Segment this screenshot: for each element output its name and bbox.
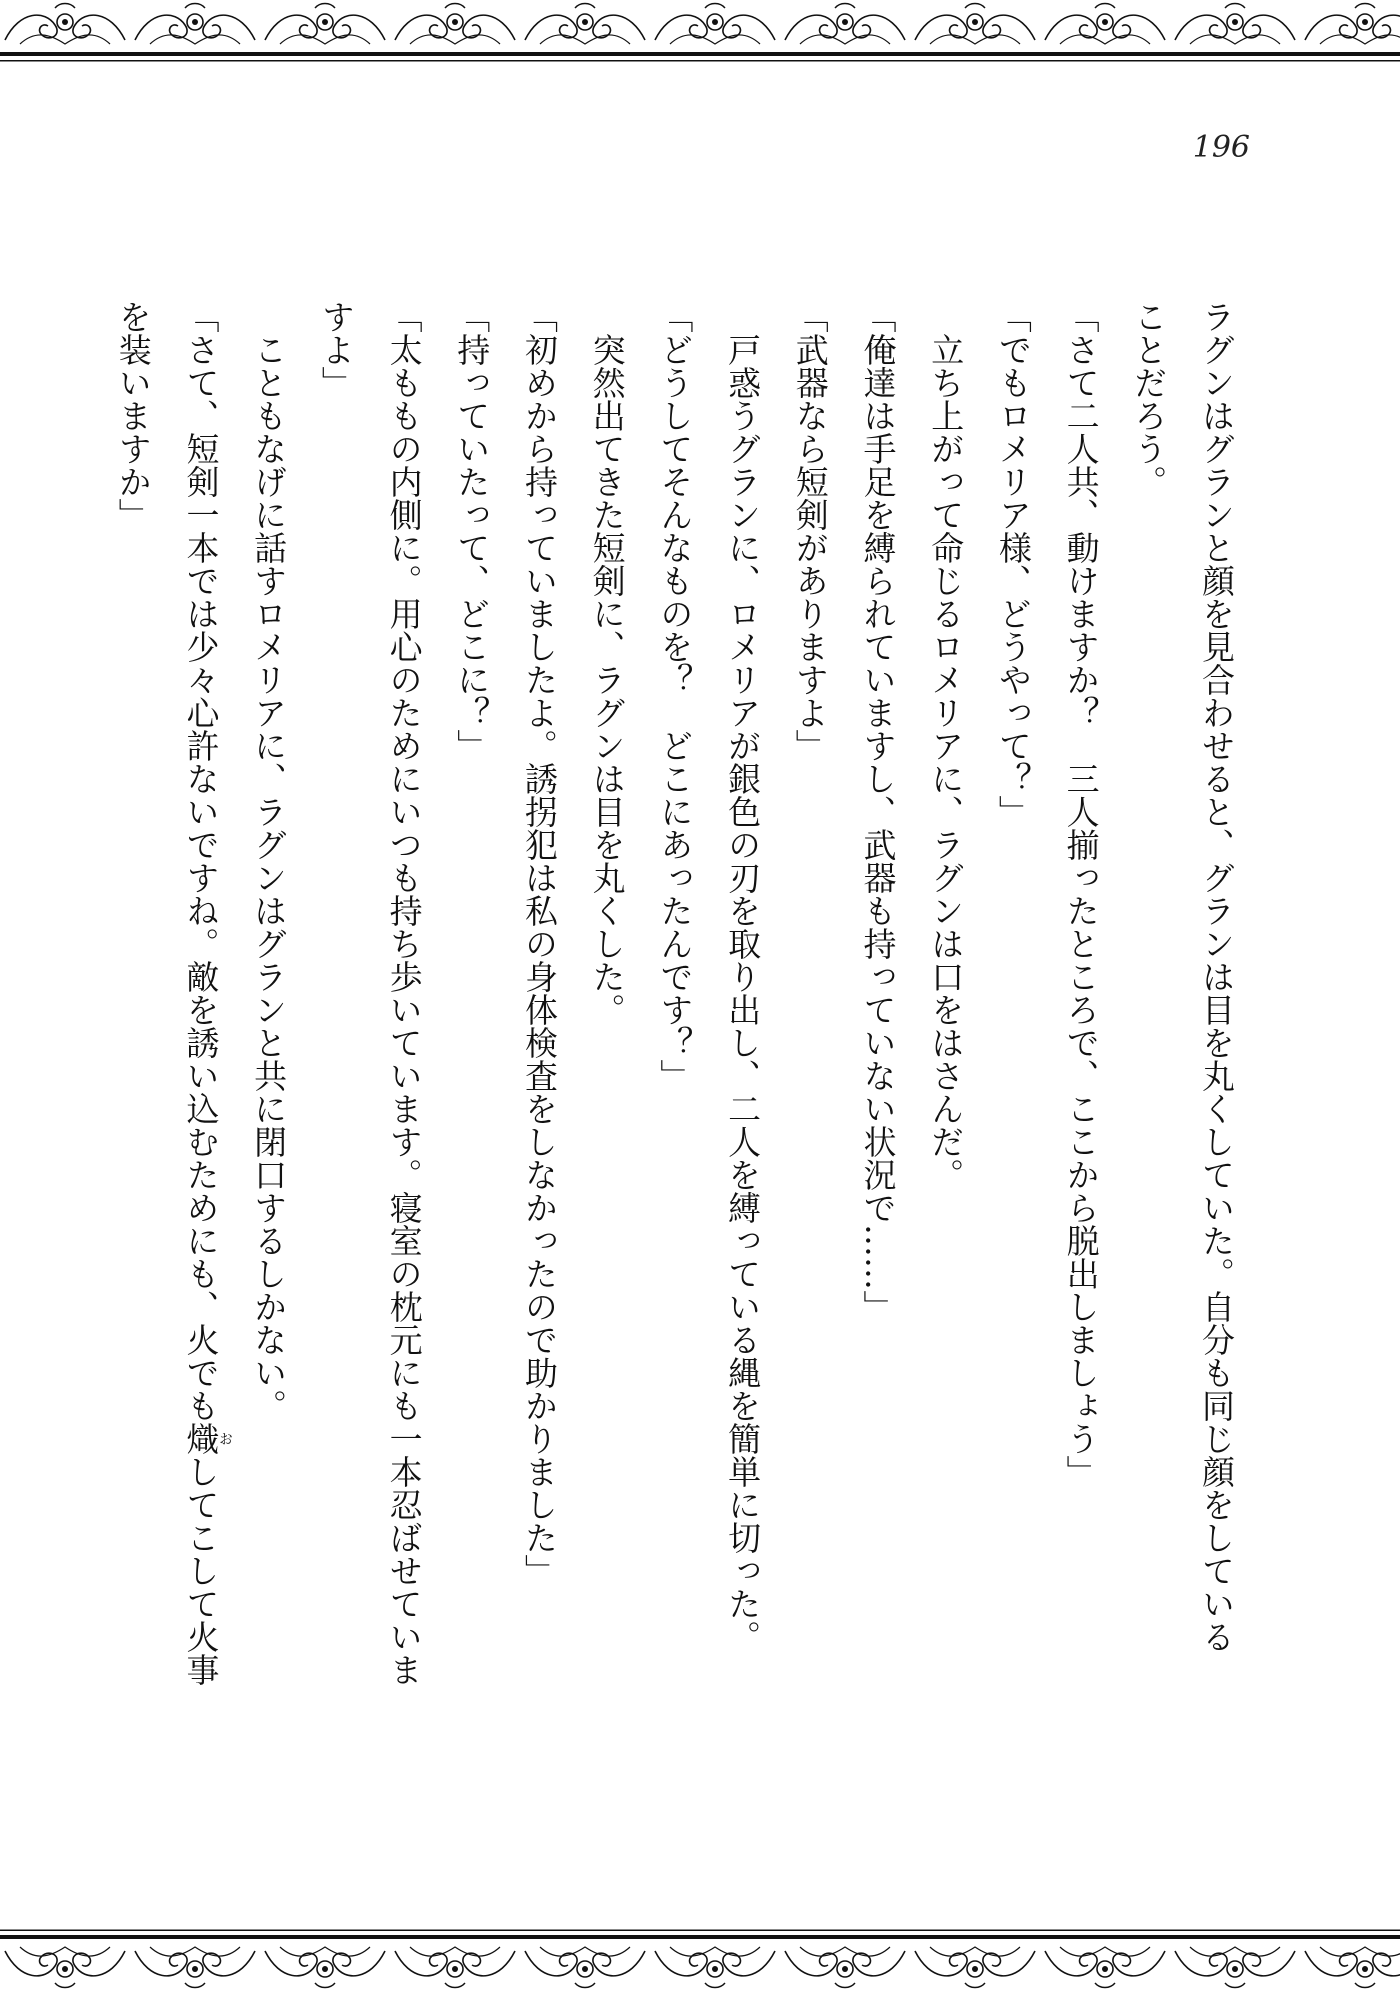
ruby-line-content: 「さて、短剣一本では少々心許ないですね。敵を誘い込むためにも、火でも熾おしてこして火事 xyxy=(181,300,233,1686)
page-number: 196 xyxy=(1192,130,1250,165)
ruby-reading: お xyxy=(216,1422,233,1455)
body-text xyxy=(113,300,1250,1700)
text-line: 立ち上がって命じるロメリアに、ラグンは口をはさんだ。 xyxy=(926,300,966,1191)
text-line: ことだろう。 xyxy=(1129,300,1169,498)
text-line: を装いますか」 xyxy=(113,300,153,531)
text-line: 「さて二人共、動けますか？ 三人揃ったところで、ここから脱出しましょう」 xyxy=(1061,300,1101,1488)
text-line: ラグンはグランと顔を見合わせると、グランは目を丸くしていた。自分も同じ顔をしている xyxy=(1197,300,1236,1653)
text-line-ruby xyxy=(167,300,235,1700)
text-line: 「武器なら短剣がありますよ」 xyxy=(790,300,830,762)
text-line: すよ」 xyxy=(316,300,356,399)
text-line: 「俺達は手足を縛られていますし、武器も持っていない状況で……」 xyxy=(858,300,898,1323)
ruby-annotation: 熾お xyxy=(181,1422,233,1455)
text-line: 「初めから持っていましたよ。誘拐犯は私の身体検査をしなかったので助かりました」 xyxy=(519,300,559,1587)
text-line: 「でもロメリア様、どうやって？」 xyxy=(993,300,1033,828)
text-line: 「持っていたって、どこに？」 xyxy=(452,300,492,762)
text-line: 「太ももの内側に。用心のためにいつも持ち歩いています。寝室の枕元にも一本忍ばせていま xyxy=(384,300,424,1686)
text-line: こともなげに話すロメリアに、ラグンはグランと共に閉口するしかない。 xyxy=(249,300,289,1422)
text-line: 突然出てきた短剣に、ラグンは目を丸くした。 xyxy=(587,300,627,1026)
ornamental-border-bottom xyxy=(0,1921,1400,1991)
ornamental-border-top xyxy=(0,0,1400,70)
text-line: 「どうしてそんなものを？ どこにあったんです？」 xyxy=(655,300,695,1092)
text-line: 戸惑うグランに、ロメリアが銀色の刃を取り出し、二人を縛っている縄を簡単に切った。 xyxy=(723,300,763,1653)
